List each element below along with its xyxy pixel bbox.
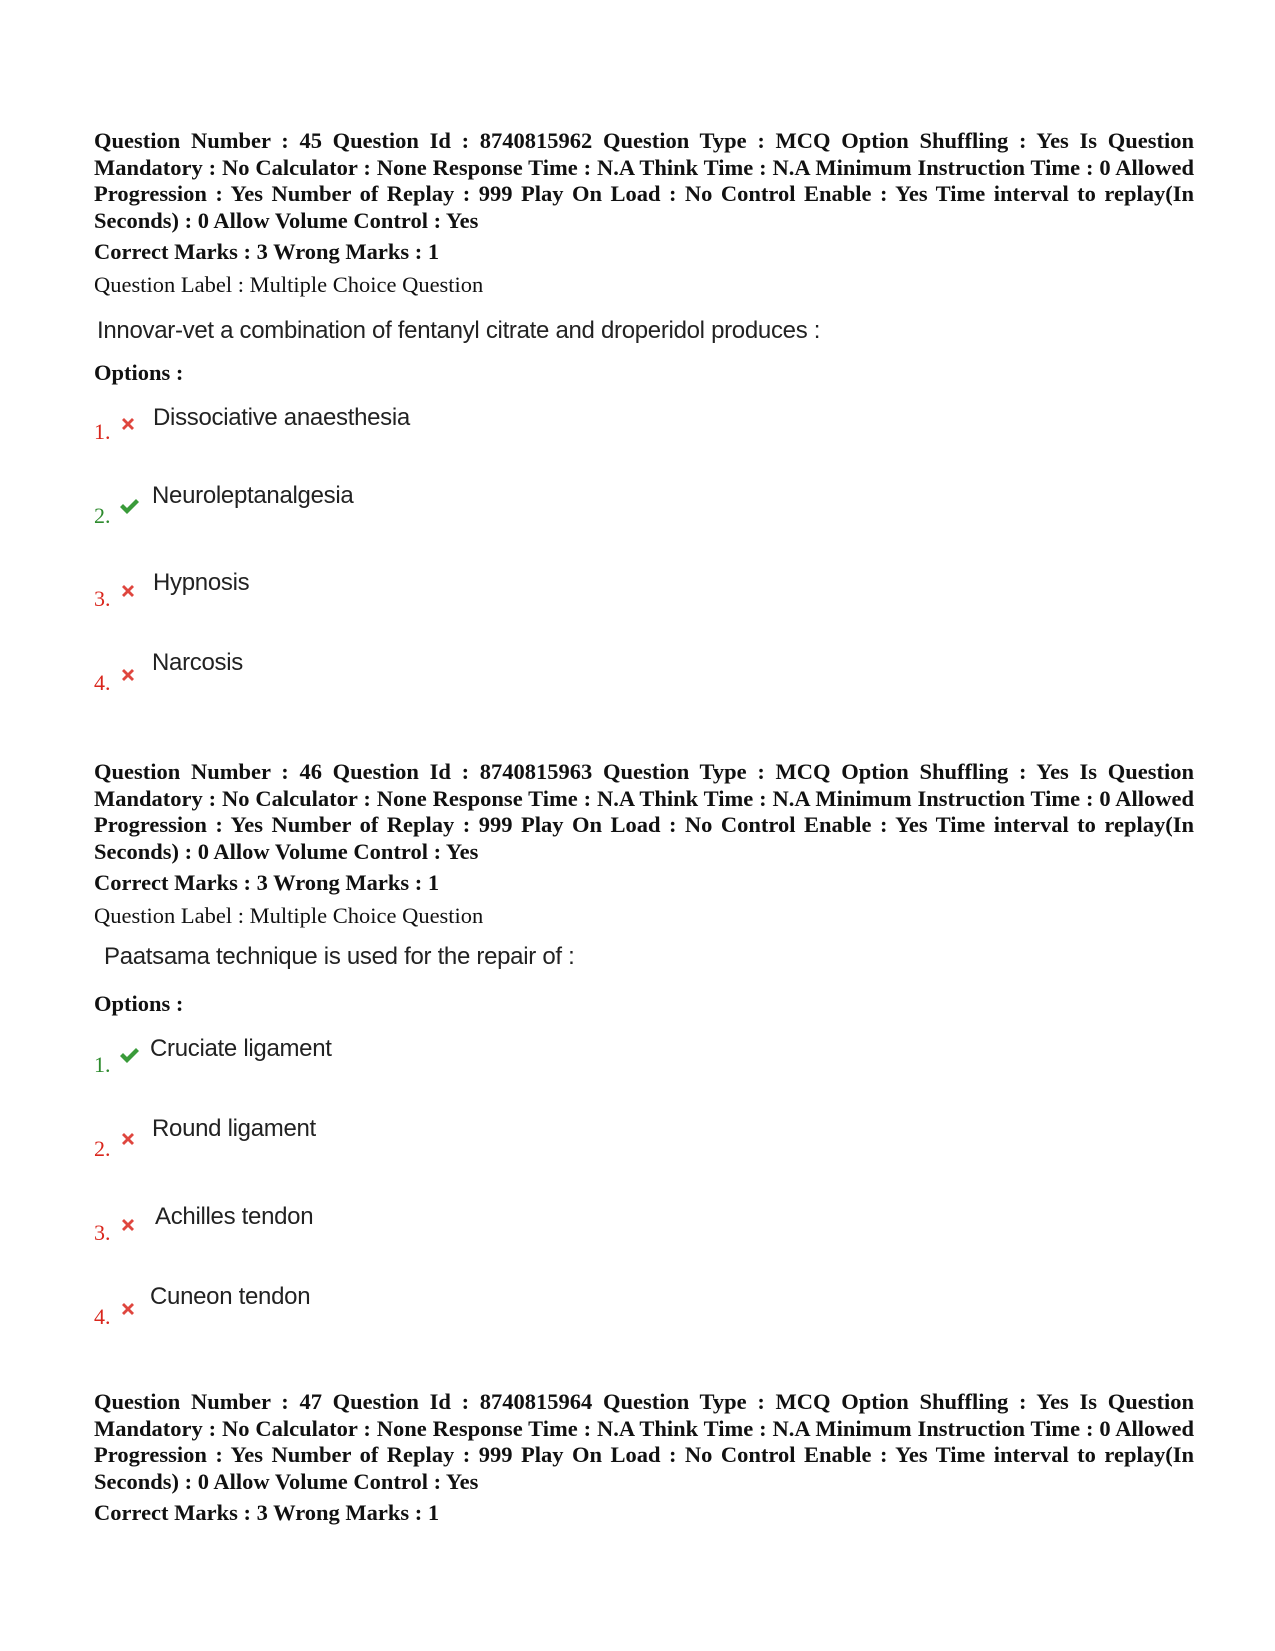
cross-icon	[118, 665, 138, 685]
question-meta: Question Number : 47 Question Id : 8740815964 Question Type : MCQ Option Shuffling : Yes Is Question Mandatory : No Calculator : None Response Time : N.A Think Time : N.A Minimum Instruction Time : 0 Allowed Progression : Yes Number of Replay : 999 Play On Load : No Control Enable : Yes Time interval to replay(In Seconds) : 0 Allow Volume Control : Yes	[94, 1389, 1194, 1494]
option-item	[94, 569, 694, 629]
option-text: Round ligament	[152, 1115, 316, 1142]
option-number: 2.	[94, 1136, 111, 1161]
option-item	[94, 482, 694, 542]
cross-icon	[118, 1215, 138, 1235]
option-text: Narcosis	[152, 649, 243, 676]
option-number: 2.	[94, 503, 111, 528]
question-marks: Correct Marks : 3 Wrong Marks : 1	[94, 239, 440, 264]
option-text: Cuneon tendon	[150, 1283, 311, 1310]
question-block-47	[94, 1389, 1194, 1526]
option-number: 1.	[94, 419, 111, 444]
option-number: 4.	[94, 1304, 111, 1329]
question-marks: Correct Marks : 3 Wrong Marks : 1	[94, 870, 440, 895]
option-number: 1.	[94, 1052, 111, 1077]
option-number: 3.	[94, 1220, 111, 1245]
question-text: Paatsama technique is used for the repair of :	[104, 943, 575, 970]
question-text: Innovar-vet a combination of fentanyl citrate and droperidol produces :	[97, 317, 821, 344]
check-icon	[118, 496, 140, 516]
option-number: 4.	[94, 670, 111, 695]
option-item	[94, 649, 694, 709]
question-label: Question Label : Multiple Choice Question	[94, 272, 484, 297]
options-label: Options :	[94, 991, 184, 1016]
option-text: Hypnosis	[153, 569, 250, 596]
option-item	[94, 1035, 694, 1095]
option-text: Neuroleptanalgesia	[152, 482, 354, 509]
option-item	[94, 404, 694, 464]
question-block-46	[94, 759, 1194, 929]
option-item	[94, 1115, 694, 1175]
cross-icon	[118, 1129, 138, 1149]
question-meta: Question Number : 45 Question Id : 8740815962 Question Type : MCQ Option Shuffling : Yes Is Question Mandatory : No Calculator : None Response Time : N.A Think Time : N.A Minimum Instruction Time : 0 Allowed Progression : Yes Number of Replay : 999 Play On Load : No Control Enable : Yes Time interval to replay(In Seconds) : 0 Allow Volume Control : Yes	[94, 128, 1194, 233]
option-number: 3.	[94, 586, 111, 611]
option-text: Dissociative anaesthesia	[153, 404, 410, 431]
cross-icon	[118, 1299, 138, 1319]
options-label: Options :	[94, 360, 184, 385]
check-icon	[118, 1045, 140, 1065]
question-marks: Correct Marks : 3 Wrong Marks : 1	[94, 1500, 440, 1525]
option-text: Achilles tendon	[155, 1203, 314, 1230]
cross-icon	[118, 414, 138, 434]
option-text: Cruciate ligament	[150, 1035, 332, 1062]
option-item	[94, 1203, 694, 1263]
option-item	[94, 1283, 694, 1343]
question-meta: Question Number : 46 Question Id : 8740815963 Question Type : MCQ Option Shuffling : Yes Is Question Mandatory : No Calculator : None Response Time : N.A Think Time : N.A Minimum Instruction Time : 0 Allowed Progression : Yes Number of Replay : 999 Play On Load : No Control Enable : Yes Time interval to replay(In Seconds) : 0 Allow Volume Control : Yes	[94, 759, 1194, 864]
question-label: Question Label : Multiple Choice Question	[94, 903, 484, 928]
question-block-45	[94, 128, 1194, 298]
cross-icon	[118, 581, 138, 601]
